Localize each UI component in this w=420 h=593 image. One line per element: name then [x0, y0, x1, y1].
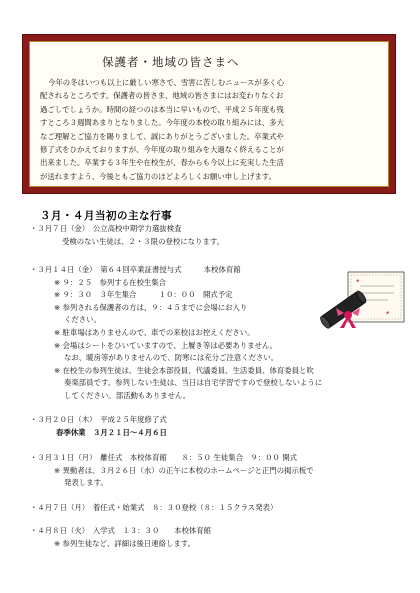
greeting-box — [22, 34, 396, 194]
event-apr7 — [30, 502, 390, 515]
event-mar31 — [30, 452, 390, 490]
greeting-line: すところ３週間あまりとなりました。今年度の本校の取り組みには、多大 — [40, 118, 284, 128]
event-note: してください。部活動もありません。 — [64, 390, 191, 400]
event-note: 春季休業 ３月２１日〜４月６日 — [56, 427, 167, 437]
greeting-body — [40, 76, 384, 183]
event-note: ※ 参列生徒など、詳細は後日連絡します。 — [54, 538, 195, 548]
section-heading: ３月・４月当初の主な行事 — [40, 210, 172, 222]
event-title: ・３月３１日（月） 離任式 本校体育館 ８：５０ 生徒集合 ９：００ 開式 — [30, 453, 298, 462]
event-note: 受検のない生徒は、２・３限の登校になります。 — [62, 236, 225, 246]
greeting-line: が送れますよう、今後ともご協力のほどよろしくお願い申し上げます。 — [40, 171, 276, 181]
greeting-line: 配されるところです。保護者の皆さま、地域の皆さまにはお変わりなくお — [40, 91, 284, 101]
event-note: ※ ９：３０ ３年生集合 １０：００ 開式予定 — [54, 290, 233, 300]
event-title: ・３月１４日（金） 第６４回卒業証書授与式 本校体育館 — [30, 265, 241, 274]
event-note: ※ 参列される保護者の方は、９：４５までに会場にお入り — [54, 302, 248, 312]
svg-text:❀: ❀ — [386, 310, 390, 315]
svg-text:❀: ❀ — [356, 278, 360, 283]
event-title: ・４月７日（月） 着任式・始業式 ８：３０登校（８：１５クラス発表） — [30, 503, 278, 512]
event-note: ※ 在校生の参列生徒は、生徒会本部役員、代議委員、生活委員、体育委員と吹 — [54, 365, 314, 375]
event-note: なお、暖房等がありませんので、防寒には充分ご注意ください。 — [64, 353, 279, 363]
event-note: 奏楽部員です。参列しない生徒は、当日は自宅学習ですので登校しないように — [64, 378, 323, 388]
event-note: ※ 会場はシートをひいていますので、上履き等は必要ありません。 — [54, 340, 278, 350]
event-note: ※ 駐車場はありませんので、車での来校はお控えください。 — [54, 327, 255, 337]
greeting-title: 保護者・地域の皆さまへ — [102, 55, 240, 69]
greeting-panel — [29, 41, 389, 187]
diploma-scroll-icon — [318, 266, 408, 346]
event-title: ・３月７日（金） 公立高校中期学力選抜検査 — [30, 224, 182, 233]
greeting-line: 過ごしでしょうか。時間の経つのは本当に早いもので、平成２５年度も残 — [40, 104, 284, 114]
event-note: ※ 異動者は、３月２６日（水）の正午に本校のホームページと正門の掲示板で — [54, 465, 314, 475]
event-mar7 — [30, 223, 390, 248]
event-title: ・３月２０日（木） 平成２５年度修了式 — [30, 415, 167, 424]
event-apr8 — [30, 525, 390, 550]
event-note: ください。 — [64, 315, 101, 325]
greeting-line: なご理解とご協力を賜りまして、誠にありがとうございました。卒業式や — [40, 131, 284, 141]
greeting-line: 今年の冬はいつも以上に厳しい寒さで、雪害に苦しむニュースが多く心 — [48, 78, 284, 87]
event-mar20 — [30, 414, 390, 439]
event-title: ・４月８日（火） 入学式 １３：３０ 本校体育館 — [30, 526, 212, 535]
greeting-line: 出来ました。卒業する３年生や在校生が、春からも今以上に充実した生活 — [40, 158, 284, 168]
event-note: 発表します。 — [64, 478, 108, 488]
event-note: ※ ９：２５ 参列する在校生集合 — [54, 277, 167, 287]
greeting-line: 修了式をひかえておりますが、今年度の取り組みを大過なく終えることが — [40, 145, 284, 155]
